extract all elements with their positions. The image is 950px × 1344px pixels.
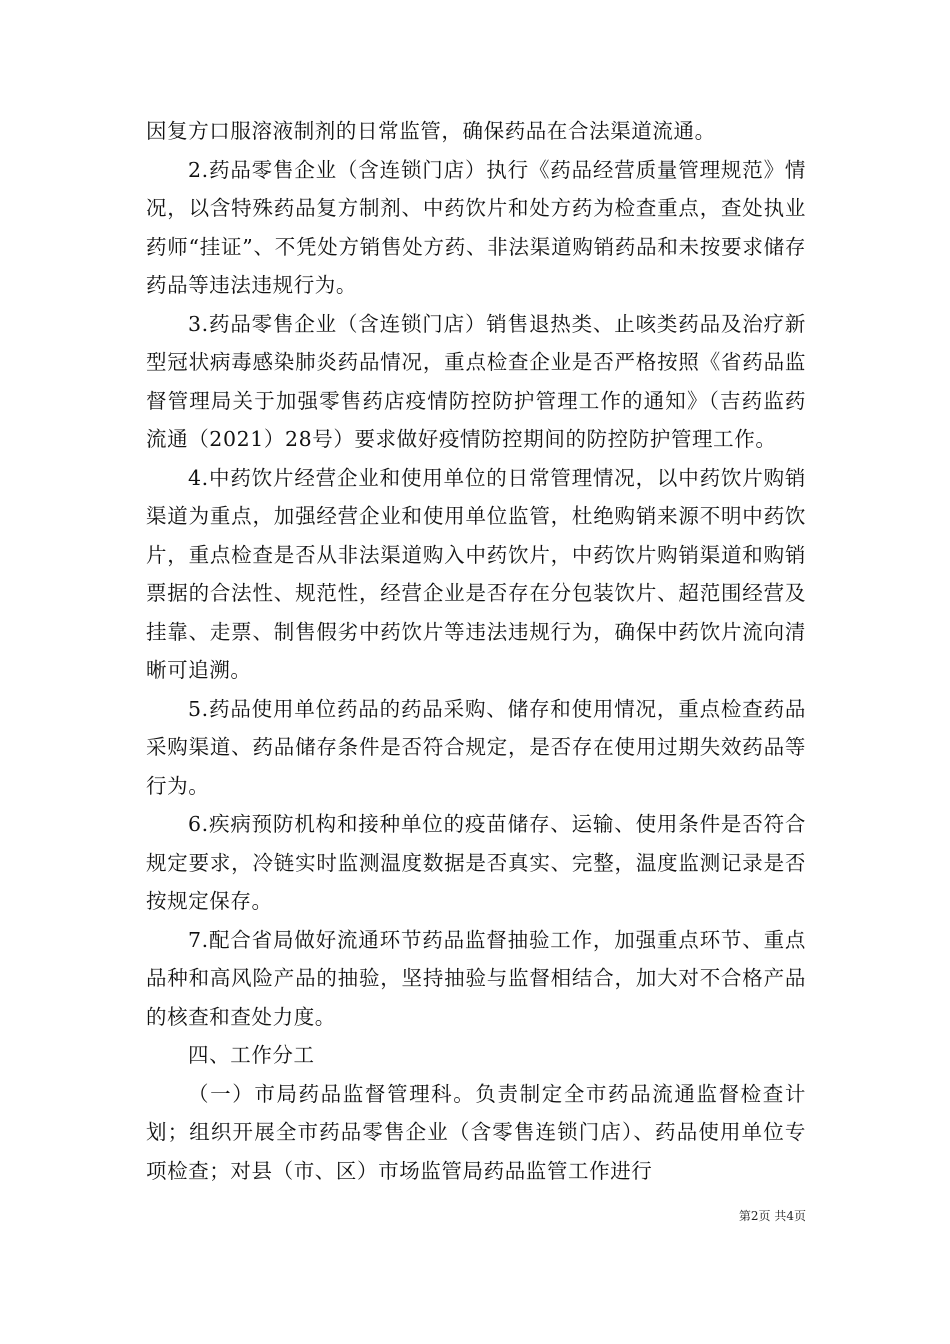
paragraph-item-4: 4.中药饮片经营企业和使用单位的日常管理情况，以中药饮片购销渠道为重点，加强经营企业和使用单位监管，杜绝购销来源不明中药饮片，重点检查是否从非法渠道购入中药饮片，中药饮片购销渠道和购销票据的合法性、规范性，经营企业是否存在分包装饮片、超范围经营及挂靠、走票、制售假劣中药饮片等违法违规行为，确保中药饮片流向清晰可追溯。 [146,465,806,682]
paragraph-division-1: （一）市局药品监督管理科。负责制定全市药品流通监督检查计划；组织开展全市药品零售企业（含零售连锁门店）、药品使用单位专项检查；对县（市、区）市场监管局药品监管工作进行 [146,1081,806,1183]
paragraph-item-3: 3.药品零售企业（含连锁门店）销售退热类、止咳类药品及治疗新型冠状病毒感染肺炎药品情况，重点检查企业是否严格按照《省药品监督管理局关于加强零售药店疫情防控防护管理工作的通知》（吉药监药流通（2021）28号）要求做好疫情防控期间的防控防护管理工作。 [146,311,806,451]
page-number-footer: 第2页 共4页 [738,1209,806,1223]
paragraph-item-7: 7.配合省局做好流通环节药品监督抽验工作，加强重点环节、重点品种和高风险产品的抽验，坚持抽验与监督相结合，加大对不合格产品的核查和查处力度。 [146,927,806,1029]
document-body [146,112,806,1190]
section-heading-work-division: 四、工作分工 [188,1043,315,1067]
paragraph-item-5: 5.药品使用单位药品的药品采购、储存和使用情况，重点检查药品采购渠道、药品储存条件是否符合规定，是否存在使用过期失效药品等行为。 [146,696,806,798]
paragraph-item-6: 6.疾病预防机构和接种单位的疫苗储存、运输、使用条件是否符合规定要求，冷链实时监测温度数据是否真实、完整，温度监测记录是否按规定保存。 [146,812,806,913]
paragraph-continuation: 因复方口服溶液制剂的日常监管，确保药品在合法渠道流通。 [146,119,716,143]
paragraph-item-2: 2.药品零售企业（含连锁门店）执行《药品经营质量管理规范》情况，以含特殊药品复方制剂、中药饮片和处方药为检查重点，查处执业药师“挂证”、不凭处方销售处方药、非法渠道购销药品和未按要求储存药品等违法违规行为。 [146,157,806,297]
